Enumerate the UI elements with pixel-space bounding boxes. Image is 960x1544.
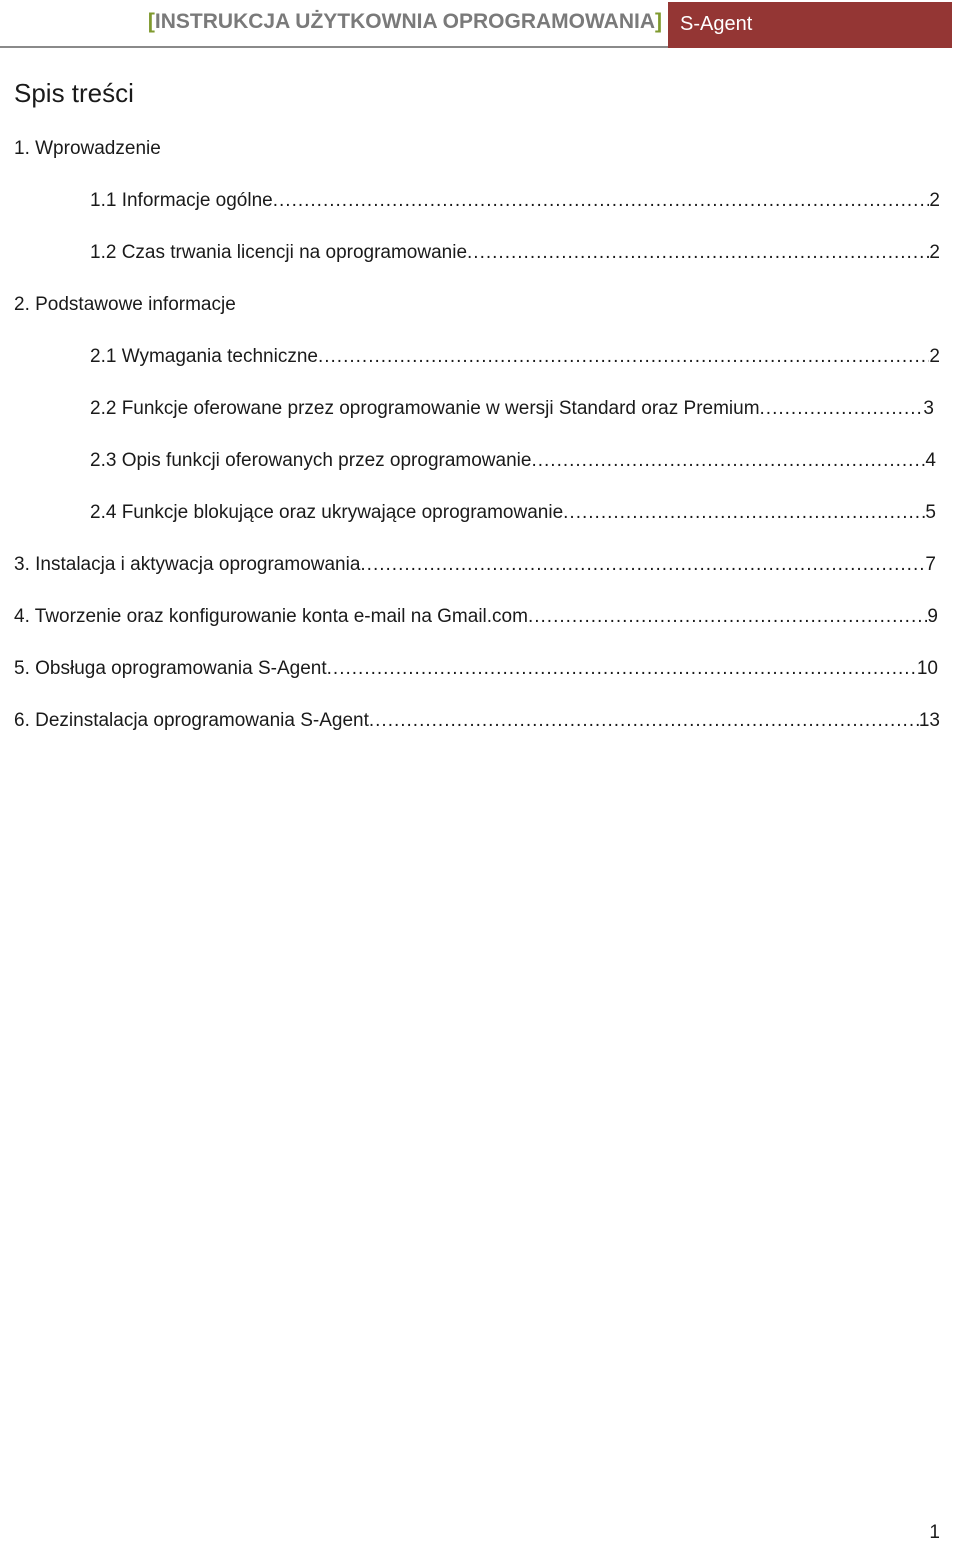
toc-entry-text: 2.4 Funkcje blokujące oraz ukrywające oprogramowanie bbox=[90, 502, 564, 523]
toc-entry[interactable] bbox=[14, 552, 936, 578]
toc-leader-dots bbox=[467, 240, 929, 266]
toc-leader-dots bbox=[273, 188, 930, 214]
toc-leader-dots bbox=[528, 604, 927, 630]
toc-entry[interactable] bbox=[90, 396, 934, 422]
toc-page-number: 13 bbox=[918, 710, 940, 731]
toc-entry[interactable] bbox=[14, 136, 161, 162]
toc-page-number: 5 bbox=[925, 502, 936, 523]
toc-entry-text: 1. Wprowadzenie bbox=[14, 138, 161, 159]
toc-leader-dots bbox=[318, 344, 929, 370]
toc-page-number: 2 bbox=[929, 346, 940, 367]
toc-entry[interactable] bbox=[90, 188, 940, 214]
toc-entry-text: 2.3 Opis funkcji oferowanych przez oprogramowanie bbox=[90, 450, 532, 471]
toc-leader-dots bbox=[327, 656, 917, 682]
toc-heading: Spis treści bbox=[14, 78, 134, 108]
toc-page-number: 2 bbox=[929, 242, 940, 263]
toc-entry[interactable] bbox=[90, 240, 940, 266]
toc-page-number: 10 bbox=[916, 658, 938, 679]
toc-leader-dots bbox=[563, 500, 925, 526]
title-bracket-open: [ bbox=[147, 10, 155, 33]
toc-leader-dots bbox=[531, 448, 925, 474]
header-product-band bbox=[668, 2, 952, 48]
toc-entry-text: 5. Obsługa oprogramowania S-Agent bbox=[14, 658, 327, 679]
toc-leader-dots bbox=[369, 708, 919, 734]
toc-page-number: 3 bbox=[923, 398, 934, 419]
toc-entry-text: 2.2 Funkcje oferowane przez oprogramowanie w wersji Standard oraz Premium bbox=[90, 398, 760, 419]
page-header bbox=[0, 0, 960, 50]
toc-entry[interactable] bbox=[90, 500, 936, 526]
toc-page-number: 4 bbox=[925, 450, 936, 471]
toc-entry-text: 6. Dezinstalacja oprogramowania S-Agent bbox=[14, 710, 369, 731]
toc-leader-dots bbox=[360, 552, 925, 578]
toc-entry[interactable] bbox=[14, 708, 940, 734]
toc-page-number: 2 bbox=[929, 190, 940, 211]
toc-page-number: 9 bbox=[927, 606, 938, 627]
toc-entry[interactable] bbox=[14, 292, 236, 318]
toc-entry-text: 1.1 Informacje ogólne bbox=[90, 190, 273, 211]
toc-entry[interactable] bbox=[14, 604, 938, 630]
toc-entry-text: 3. Instalacja i aktywacja oprogramowania bbox=[14, 554, 361, 575]
toc-entry-text: 1.2 Czas trwania licencji na oprogramowanie bbox=[90, 242, 468, 263]
toc-entry[interactable] bbox=[90, 344, 940, 370]
toc-entry-text: 2.1 Wymagania techniczne bbox=[90, 346, 318, 367]
toc-entry-text: 2. Podstawowe informacje bbox=[14, 294, 236, 315]
page-number: 1 bbox=[929, 1522, 940, 1543]
toc-page-number: 7 bbox=[925, 554, 936, 575]
toc-entry-text: 4. Tworzenie oraz konfigurowanie konta e-mail na Gmail.com bbox=[14, 606, 528, 627]
title-bracket-close: ] bbox=[655, 10, 662, 33]
toc-entry[interactable] bbox=[14, 656, 938, 682]
header-title-area bbox=[0, 0, 668, 48]
document-title bbox=[148, 10, 662, 34]
toc-entry[interactable] bbox=[90, 448, 936, 474]
product-name: S-Agent bbox=[680, 13, 753, 35]
document-title-text: INSTRUKCJA UŻYTKOWNIA OPROGRAMOWANIA bbox=[154, 10, 655, 33]
toc-leader-dots bbox=[760, 396, 924, 422]
